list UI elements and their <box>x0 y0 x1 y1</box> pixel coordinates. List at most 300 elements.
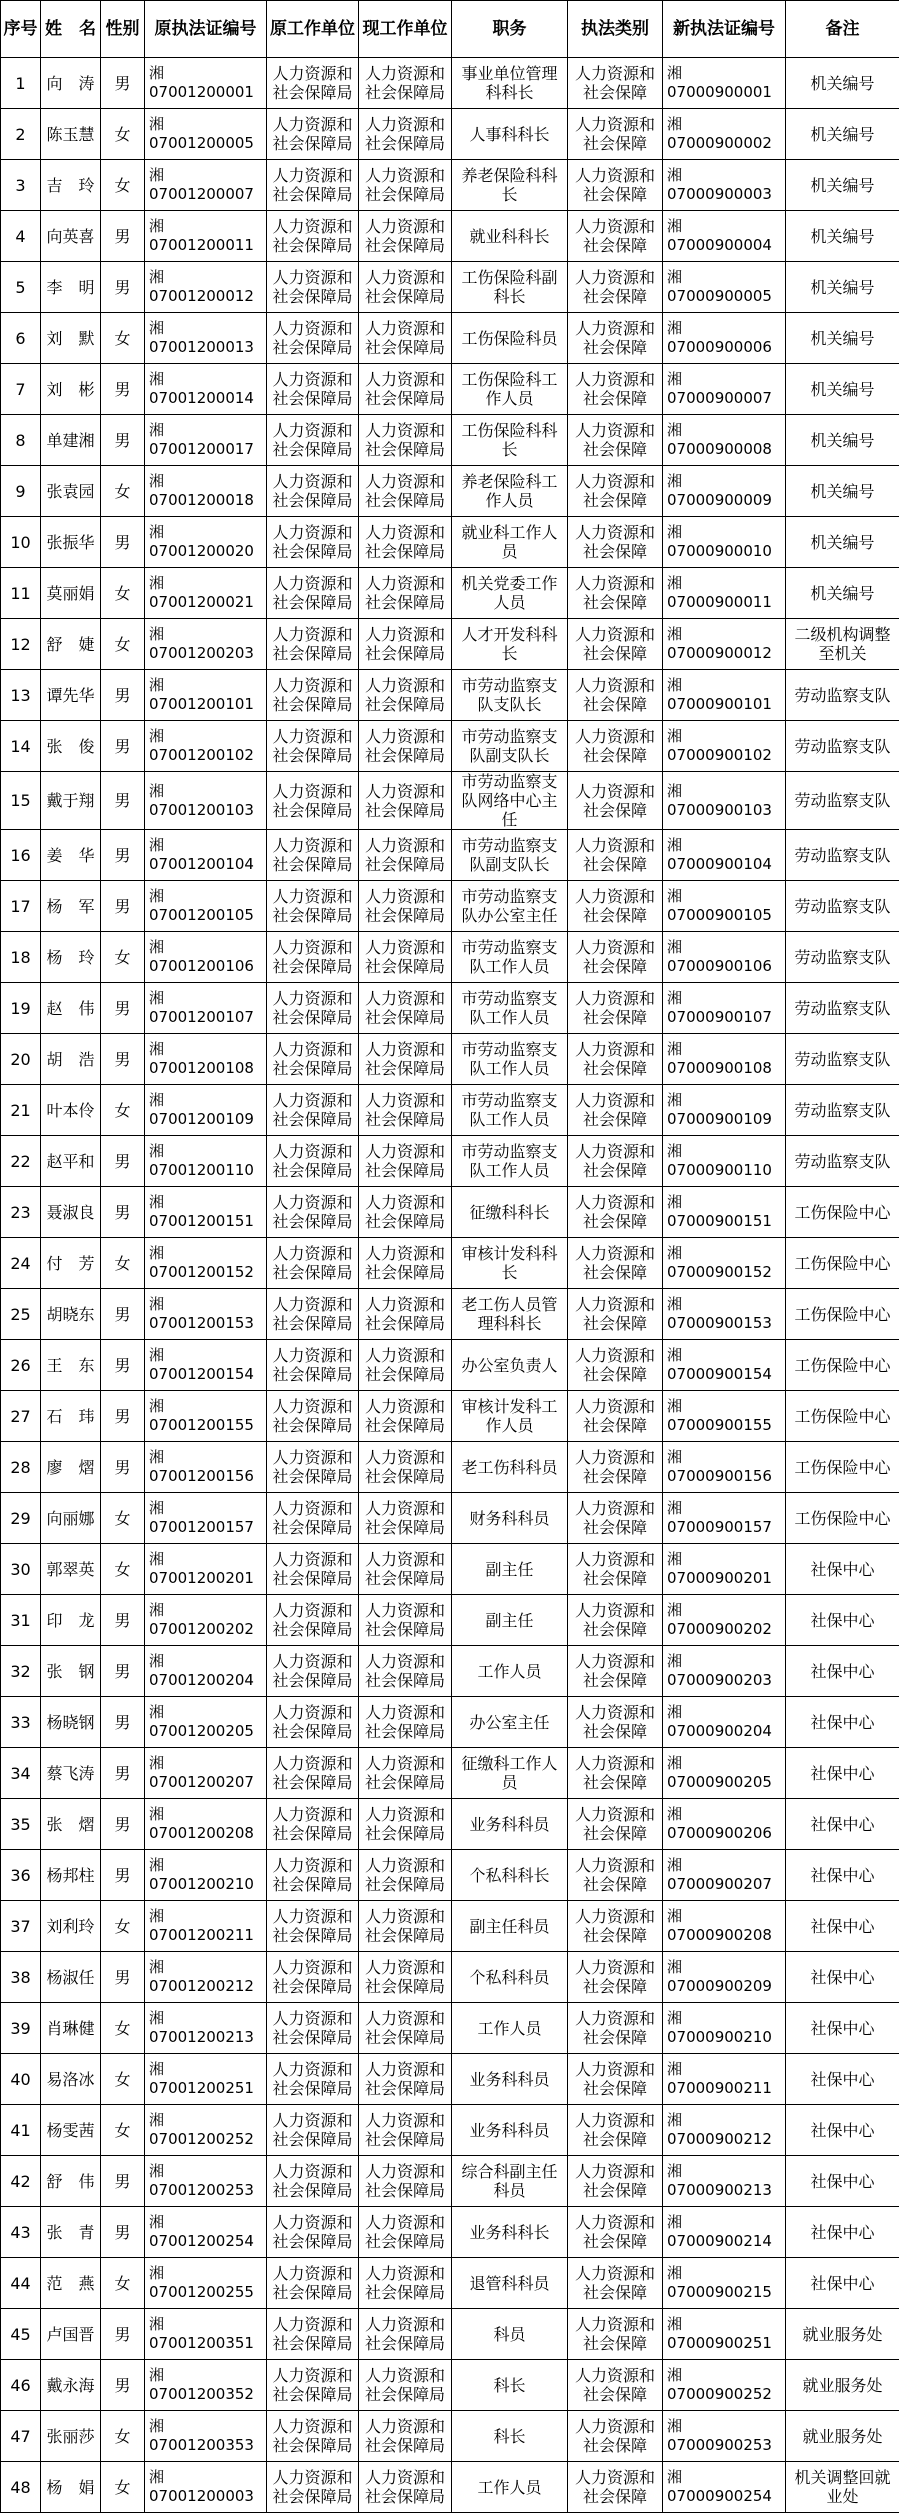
table-row <box>1 983 899 1034</box>
cell-position: 业务科科长 <box>452 2207 568 2258</box>
table-row <box>1 932 899 983</box>
cell-new-cert: 湘07000900204 <box>663 1697 786 1748</box>
cell-position: 财务科科员 <box>452 1493 568 1544</box>
cell-gender: 男 <box>101 772 145 830</box>
cell-remarks: 劳动监察支队 <box>786 881 899 932</box>
cell-index: 38 <box>1 1952 41 2003</box>
cell-old-cert: 湘07001200207 <box>145 1748 267 1799</box>
cell-new-cert: 湘07000900210 <box>663 2003 786 2054</box>
cell-remarks: 社保中心 <box>786 2105 899 2156</box>
cell-old-cert: 湘07001200353 <box>145 2411 267 2462</box>
cell-name: 刘利玲 <box>41 1901 101 1952</box>
cell-index: 36 <box>1 1850 41 1901</box>
cell-remarks: 社保中心 <box>786 1697 899 1748</box>
cell-old-cert: 湘07001200104 <box>145 830 267 881</box>
cell-name: 张丽莎 <box>41 2411 101 2462</box>
cell-enforcement-type: 人力资源和社会保障 <box>568 1187 663 1238</box>
cell-gender: 男 <box>101 1952 145 2003</box>
cell-new-cert: 湘07000900206 <box>663 1799 786 1850</box>
cell-old-cert: 湘07001200205 <box>145 1697 267 1748</box>
cell-new-cert: 湘07000900010 <box>663 517 786 568</box>
cell-old-unit: 人力资源和社会保障局 <box>267 364 359 415</box>
cell-name: 张 钢 <box>41 1646 101 1697</box>
cell-old-cert: 湘07001200021 <box>145 568 267 619</box>
table-body <box>1 58 899 2513</box>
cell-current-unit: 人力资源和社会保障局 <box>359 1952 452 2003</box>
cell-gender: 女 <box>101 313 145 364</box>
cell-remarks: 机关编号 <box>786 568 899 619</box>
cell-enforcement-type: 人力资源和社会保障 <box>568 517 663 568</box>
cell-name: 杨 军 <box>41 881 101 932</box>
cell-enforcement-type: 人力资源和社会保障 <box>568 932 663 983</box>
table-row <box>1 517 899 568</box>
cell-gender: 男 <box>101 1748 145 1799</box>
header-name: 姓 名 <box>41 1 101 58</box>
cell-old-cert: 湘07001200109 <box>145 1085 267 1136</box>
cell-old-unit: 人力资源和社会保障局 <box>267 109 359 160</box>
header-remarks: 备注 <box>786 1 899 58</box>
cell-name: 赵平和 <box>41 1136 101 1187</box>
cell-name: 卢国晋 <box>41 2309 101 2360</box>
cell-gender: 男 <box>101 721 145 772</box>
cell-current-unit: 人力资源和社会保障局 <box>359 160 452 211</box>
cell-name: 赵 伟 <box>41 983 101 1034</box>
cell-gender: 男 <box>101 1646 145 1697</box>
cell-old-unit: 人力资源和社会保障局 <box>267 1544 359 1595</box>
cell-gender: 女 <box>101 2054 145 2105</box>
cell-position: 办公室主任 <box>452 1697 568 1748</box>
cell-position: 就业科工作人员 <box>452 517 568 568</box>
cell-position: 科长 <box>452 2360 568 2411</box>
cell-enforcement-type: 人力资源和社会保障 <box>568 2054 663 2105</box>
cell-old-unit: 人力资源和社会保障局 <box>267 466 359 517</box>
cell-current-unit: 人力资源和社会保障局 <box>359 772 452 830</box>
cell-current-unit: 人力资源和社会保障局 <box>359 1493 452 1544</box>
cell-position: 办公室负责人 <box>452 1340 568 1391</box>
cell-name: 姜 华 <box>41 830 101 881</box>
table-row <box>1 262 899 313</box>
cell-enforcement-type: 人力资源和社会保障 <box>568 1034 663 1085</box>
cell-current-unit: 人力资源和社会保障局 <box>359 2360 452 2411</box>
cell-current-unit: 人力资源和社会保障局 <box>359 2105 452 2156</box>
cell-remarks: 社保中心 <box>786 1646 899 1697</box>
cell-name: 范 燕 <box>41 2258 101 2309</box>
cell-current-unit: 人力资源和社会保障局 <box>359 2411 452 2462</box>
cell-current-unit: 人力资源和社会保障局 <box>359 1442 452 1493</box>
cell-index: 19 <box>1 983 41 1034</box>
table-row <box>1 721 899 772</box>
cell-position: 业务科科员 <box>452 2105 568 2156</box>
cell-gender: 男 <box>101 1289 145 1340</box>
cell-old-cert: 湘07001200013 <box>145 313 267 364</box>
cell-index: 41 <box>1 2105 41 2156</box>
cell-position: 工伤保险科员 <box>452 313 568 364</box>
table-row <box>1 1034 899 1085</box>
cell-old-unit: 人力资源和社会保障局 <box>267 1238 359 1289</box>
cell-current-unit: 人力资源和社会保障局 <box>359 1340 452 1391</box>
header-old-cert: 原执法证编号 <box>145 1 267 58</box>
cell-position: 业务科科员 <box>452 1799 568 1850</box>
table-row <box>1 1697 899 1748</box>
cell-new-cert: 湘07000900001 <box>663 58 786 109</box>
cell-gender: 男 <box>101 2207 145 2258</box>
cell-position: 综合科副主任科员 <box>452 2156 568 2207</box>
cell-index: 10 <box>1 517 41 568</box>
cell-old-cert: 湘07001200152 <box>145 1238 267 1289</box>
cell-new-cert: 湘07000900205 <box>663 1748 786 1799</box>
cell-remarks: 就业服务处 <box>786 2411 899 2462</box>
cell-old-unit: 人力资源和社会保障局 <box>267 772 359 830</box>
cell-index: 11 <box>1 568 41 619</box>
cell-enforcement-type: 人力资源和社会保障 <box>568 1799 663 1850</box>
cell-old-unit: 人力资源和社会保障局 <box>267 1391 359 1442</box>
cell-name: 肖琳健 <box>41 2003 101 2054</box>
cell-old-unit: 人力资源和社会保障局 <box>267 2054 359 2105</box>
cell-name: 杨晓钢 <box>41 1697 101 1748</box>
cell-gender: 男 <box>101 2156 145 2207</box>
cell-old-unit: 人力资源和社会保障局 <box>267 2105 359 2156</box>
cell-remarks: 机关编号 <box>786 466 899 517</box>
cell-current-unit: 人力资源和社会保障局 <box>359 881 452 932</box>
cell-new-cert: 湘07000900214 <box>663 2207 786 2258</box>
cell-position: 市劳动监察支队办公室主任 <box>452 881 568 932</box>
cell-remarks: 社保中心 <box>786 1748 899 1799</box>
table-row <box>1 670 899 721</box>
cell-index: 7 <box>1 364 41 415</box>
cell-old-unit: 人力资源和社会保障局 <box>267 2258 359 2309</box>
cell-old-cert: 湘07001200102 <box>145 721 267 772</box>
cell-old-unit: 人力资源和社会保障局 <box>267 670 359 721</box>
cell-old-cert: 湘07001200003 <box>145 2462 267 2513</box>
table-row <box>1 2360 899 2411</box>
table-row <box>1 2207 899 2258</box>
cell-new-cert: 湘07000900155 <box>663 1391 786 1442</box>
table-row <box>1 881 899 932</box>
cell-old-unit: 人力资源和社会保障局 <box>267 58 359 109</box>
cell-remarks: 社保中心 <box>786 2156 899 2207</box>
table-row <box>1 2156 899 2207</box>
cell-remarks: 劳动监察支队 <box>786 670 899 721</box>
cell-enforcement-type: 人力资源和社会保障 <box>568 160 663 211</box>
cell-index: 18 <box>1 932 41 983</box>
cell-remarks: 工伤保险中心 <box>786 1238 899 1289</box>
cell-old-cert: 湘07001200253 <box>145 2156 267 2207</box>
cell-gender: 男 <box>101 670 145 721</box>
cell-new-cert: 湘07000900252 <box>663 2360 786 2411</box>
cell-old-unit: 人力资源和社会保障局 <box>267 2156 359 2207</box>
cell-gender: 男 <box>101 211 145 262</box>
cell-old-cert: 湘07001200213 <box>145 2003 267 2054</box>
cell-gender: 男 <box>101 2360 145 2411</box>
cell-name: 向丽娜 <box>41 1493 101 1544</box>
cell-enforcement-type: 人力资源和社会保障 <box>568 1340 663 1391</box>
cell-new-cert: 湘07000900157 <box>663 1493 786 1544</box>
cell-enforcement-type: 人力资源和社会保障 <box>568 1646 663 1697</box>
table-row <box>1 1187 899 1238</box>
cell-enforcement-type: 人力资源和社会保障 <box>568 1748 663 1799</box>
cell-new-cert: 湘07000900213 <box>663 2156 786 2207</box>
cell-remarks: 社保中心 <box>786 1799 899 1850</box>
cell-new-cert: 湘07000900003 <box>663 160 786 211</box>
cell-enforcement-type: 人力资源和社会保障 <box>568 1697 663 1748</box>
cell-current-unit: 人力资源和社会保障局 <box>359 262 452 313</box>
cell-enforcement-type: 人力资源和社会保障 <box>568 1952 663 2003</box>
cell-remarks: 机关编号 <box>786 364 899 415</box>
cell-gender: 男 <box>101 58 145 109</box>
cell-name: 单建湘 <box>41 415 101 466</box>
cell-position: 市劳动监察支队工作人员 <box>452 1136 568 1187</box>
cell-remarks: 劳动监察支队 <box>786 1034 899 1085</box>
cell-new-cert: 湘07000900103 <box>663 772 786 830</box>
cell-old-unit: 人力资源和社会保障局 <box>267 932 359 983</box>
cell-old-unit: 人力资源和社会保障局 <box>267 1748 359 1799</box>
cell-position: 工伤保险科工作人员 <box>452 364 568 415</box>
cell-new-cert: 湘07000900153 <box>663 1289 786 1340</box>
cell-current-unit: 人力资源和社会保障局 <box>359 1289 452 1340</box>
header-position: 职务 <box>452 1 568 58</box>
cell-name: 张 熠 <box>41 1799 101 1850</box>
cell-index: 37 <box>1 1901 41 1952</box>
cell-index: 26 <box>1 1340 41 1391</box>
cell-old-cert: 湘07001200212 <box>145 1952 267 2003</box>
cell-current-unit: 人力资源和社会保障局 <box>359 1799 452 1850</box>
cell-position: 个私科科员 <box>452 1952 568 2003</box>
cell-gender: 男 <box>101 1697 145 1748</box>
cell-name: 张袁园 <box>41 466 101 517</box>
cell-old-cert: 湘07001200105 <box>145 881 267 932</box>
cell-remarks: 机关编号 <box>786 211 899 262</box>
table-row <box>1 568 899 619</box>
cell-remarks: 工伤保险中心 <box>786 1340 899 1391</box>
cell-index: 22 <box>1 1136 41 1187</box>
cell-old-unit: 人力资源和社会保障局 <box>267 2003 359 2054</box>
cell-gender: 男 <box>101 1391 145 1442</box>
cell-new-cert: 湘07000900212 <box>663 2105 786 2156</box>
cell-old-cert: 湘07001200352 <box>145 2360 267 2411</box>
cell-current-unit: 人力资源和社会保障局 <box>359 1748 452 1799</box>
cell-index: 32 <box>1 1646 41 1697</box>
cell-index: 35 <box>1 1799 41 1850</box>
cell-old-unit: 人力资源和社会保障局 <box>267 1340 359 1391</box>
cell-new-cert: 湘07000900005 <box>663 262 786 313</box>
cell-current-unit: 人力资源和社会保障局 <box>359 2003 452 2054</box>
cell-current-unit: 人力资源和社会保障局 <box>359 2207 452 2258</box>
cell-gender: 女 <box>101 2258 145 2309</box>
cell-old-cert: 湘07001200110 <box>145 1136 267 1187</box>
cell-old-cert: 湘07001200103 <box>145 772 267 830</box>
cell-index: 33 <box>1 1697 41 1748</box>
cell-old-cert: 湘07001200011 <box>145 211 267 262</box>
cell-old-cert: 湘07001200204 <box>145 1646 267 1697</box>
cell-name: 莫丽娟 <box>41 568 101 619</box>
table-row <box>1 1901 899 1952</box>
cell-position: 副主任科员 <box>452 1901 568 1952</box>
cell-new-cert: 湘07000900254 <box>663 2462 786 2513</box>
cell-index: 45 <box>1 2309 41 2360</box>
cell-old-cert: 湘07001200005 <box>145 109 267 160</box>
table-row <box>1 2309 899 2360</box>
cell-position: 业务科科员 <box>452 2054 568 2105</box>
cell-old-cert: 湘07001200012 <box>145 262 267 313</box>
cell-old-unit: 人力资源和社会保障局 <box>267 1595 359 1646</box>
table-row <box>1 1442 899 1493</box>
cell-name: 向 涛 <box>41 58 101 109</box>
cell-index: 34 <box>1 1748 41 1799</box>
cell-remarks: 劳动监察支队 <box>786 721 899 772</box>
cell-position: 事业单位管理科科长 <box>452 58 568 109</box>
table-header <box>1 1 899 58</box>
table-row <box>1 1544 899 1595</box>
cell-current-unit: 人力资源和社会保障局 <box>359 2462 452 2513</box>
cell-index: 42 <box>1 2156 41 2207</box>
cell-remarks: 社保中心 <box>786 2258 899 2309</box>
cell-new-cert: 湘07000900152 <box>663 1238 786 1289</box>
cell-current-unit: 人力资源和社会保障局 <box>359 364 452 415</box>
header-row <box>1 1 899 58</box>
cell-old-unit: 人力资源和社会保障局 <box>267 1799 359 1850</box>
cell-new-cert: 湘07000900004 <box>663 211 786 262</box>
cell-gender: 男 <box>101 1340 145 1391</box>
cell-remarks: 机关编号 <box>786 313 899 364</box>
cell-old-cert: 湘07001200251 <box>145 2054 267 2105</box>
table-row <box>1 1595 899 1646</box>
cell-index: 23 <box>1 1187 41 1238</box>
cell-enforcement-type: 人力资源和社会保障 <box>568 772 663 830</box>
cell-gender: 男 <box>101 1442 145 1493</box>
cell-index: 28 <box>1 1442 41 1493</box>
cell-old-cert: 湘07001200001 <box>145 58 267 109</box>
cell-name: 刘 彬 <box>41 364 101 415</box>
cell-index: 17 <box>1 881 41 932</box>
cell-index: 31 <box>1 1595 41 1646</box>
cell-current-unit: 人力资源和社会保障局 <box>359 721 452 772</box>
cell-gender: 男 <box>101 881 145 932</box>
cell-current-unit: 人力资源和社会保障局 <box>359 619 452 670</box>
header-gender: 性别 <box>101 1 145 58</box>
cell-gender: 女 <box>101 1544 145 1595</box>
cell-position: 市劳动监察支队工作人员 <box>452 1085 568 1136</box>
cell-position: 工作人员 <box>452 2462 568 2513</box>
cell-enforcement-type: 人力资源和社会保障 <box>568 721 663 772</box>
cell-remarks: 社保中心 <box>786 1544 899 1595</box>
cell-enforcement-type: 人力资源和社会保障 <box>568 2207 663 2258</box>
table-row <box>1 1799 899 1850</box>
cell-old-unit: 人力资源和社会保障局 <box>267 1289 359 1340</box>
cell-name: 易洛冰 <box>41 2054 101 2105</box>
cell-index: 9 <box>1 466 41 517</box>
cell-name: 杨 娟 <box>41 2462 101 2513</box>
cell-old-unit: 人力资源和社会保障局 <box>267 211 359 262</box>
cell-new-cert: 湘07000900151 <box>663 1187 786 1238</box>
cell-remarks: 二级机构调整至机关 <box>786 619 899 670</box>
cell-new-cert: 湘07000900253 <box>663 2411 786 2462</box>
cell-enforcement-type: 人力资源和社会保障 <box>568 313 663 364</box>
table-row <box>1 1646 899 1697</box>
cell-old-cert: 湘07001200210 <box>145 1850 267 1901</box>
table-row <box>1 1748 899 1799</box>
cell-gender: 女 <box>101 932 145 983</box>
cell-old-unit: 人力资源和社会保障局 <box>267 1442 359 1493</box>
cell-remarks: 劳动监察支队 <box>786 772 899 830</box>
cell-position: 市劳动监察支队网络中心主任 <box>452 772 568 830</box>
cell-remarks: 机关调整回就业处 <box>786 2462 899 2513</box>
cell-current-unit: 人力资源和社会保障局 <box>359 1850 452 1901</box>
cell-enforcement-type: 人力资源和社会保障 <box>568 415 663 466</box>
cell-new-cert: 湘07000900007 <box>663 364 786 415</box>
cell-old-unit: 人力资源和社会保障局 <box>267 2207 359 2258</box>
cell-remarks: 劳动监察支队 <box>786 1085 899 1136</box>
cell-index: 5 <box>1 262 41 313</box>
cell-enforcement-type: 人力资源和社会保障 <box>568 619 663 670</box>
cell-old-cert: 湘07001200007 <box>145 160 267 211</box>
cell-enforcement-type: 人力资源和社会保障 <box>568 1850 663 1901</box>
cell-position: 征缴科工作人员 <box>452 1748 568 1799</box>
cell-index: 12 <box>1 619 41 670</box>
cell-current-unit: 人力资源和社会保障局 <box>359 58 452 109</box>
cell-index: 3 <box>1 160 41 211</box>
cell-gender: 男 <box>101 1850 145 1901</box>
cell-current-unit: 人力资源和社会保障局 <box>359 109 452 160</box>
table-row <box>1 2003 899 2054</box>
cell-old-cert: 湘07001200155 <box>145 1391 267 1442</box>
cell-enforcement-type: 人力资源和社会保障 <box>568 568 663 619</box>
table-row <box>1 2411 899 2462</box>
cell-remarks: 机关编号 <box>786 262 899 313</box>
cell-index: 4 <box>1 211 41 262</box>
cell-name: 张 青 <box>41 2207 101 2258</box>
cell-gender: 男 <box>101 1136 145 1187</box>
cell-gender: 女 <box>101 2411 145 2462</box>
cell-remarks: 社保中心 <box>786 1850 899 1901</box>
cell-new-cert: 湘07000900109 <box>663 1085 786 1136</box>
cell-index: 24 <box>1 1238 41 1289</box>
table-row <box>1 2258 899 2309</box>
cell-position: 征缴科科长 <box>452 1187 568 1238</box>
cell-position: 老工伤科科员 <box>452 1442 568 1493</box>
cell-enforcement-type: 人力资源和社会保障 <box>568 466 663 517</box>
cell-gender: 女 <box>101 109 145 160</box>
cell-index: 13 <box>1 670 41 721</box>
cell-position: 审核计发科工作人员 <box>452 1391 568 1442</box>
cell-name: 舒 婕 <box>41 619 101 670</box>
cell-new-cert: 湘07000900008 <box>663 415 786 466</box>
cell-old-cert: 湘07001200014 <box>145 364 267 415</box>
cell-position: 人才开发科科长 <box>452 619 568 670</box>
table-row <box>1 1085 899 1136</box>
table-row <box>1 619 899 670</box>
cell-name: 石 玮 <box>41 1391 101 1442</box>
cell-new-cert: 湘07000900107 <box>663 983 786 1034</box>
cell-position: 市劳动监察支队工作人员 <box>452 1034 568 1085</box>
cell-old-unit: 人力资源和社会保障局 <box>267 1697 359 1748</box>
cell-name: 刘 默 <box>41 313 101 364</box>
cell-remarks: 工伤保险中心 <box>786 1187 899 1238</box>
cell-old-unit: 人力资源和社会保障局 <box>267 517 359 568</box>
cell-old-unit: 人力资源和社会保障局 <box>267 1901 359 1952</box>
cell-current-unit: 人力资源和社会保障局 <box>359 1238 452 1289</box>
cell-current-unit: 人力资源和社会保障局 <box>359 517 452 568</box>
cell-old-unit: 人力资源和社会保障局 <box>267 415 359 466</box>
cell-old-unit: 人力资源和社会保障局 <box>267 262 359 313</box>
cell-position: 个私科科长 <box>452 1850 568 1901</box>
cell-new-cert: 湘07000900102 <box>663 721 786 772</box>
cell-old-cert: 湘07001200101 <box>145 670 267 721</box>
cell-current-unit: 人力资源和社会保障局 <box>359 2309 452 2360</box>
cell-gender: 女 <box>101 1085 145 1136</box>
cell-remarks: 劳动监察支队 <box>786 983 899 1034</box>
cell-enforcement-type: 人力资源和社会保障 <box>568 2309 663 2360</box>
cell-old-unit: 人力资源和社会保障局 <box>267 619 359 670</box>
